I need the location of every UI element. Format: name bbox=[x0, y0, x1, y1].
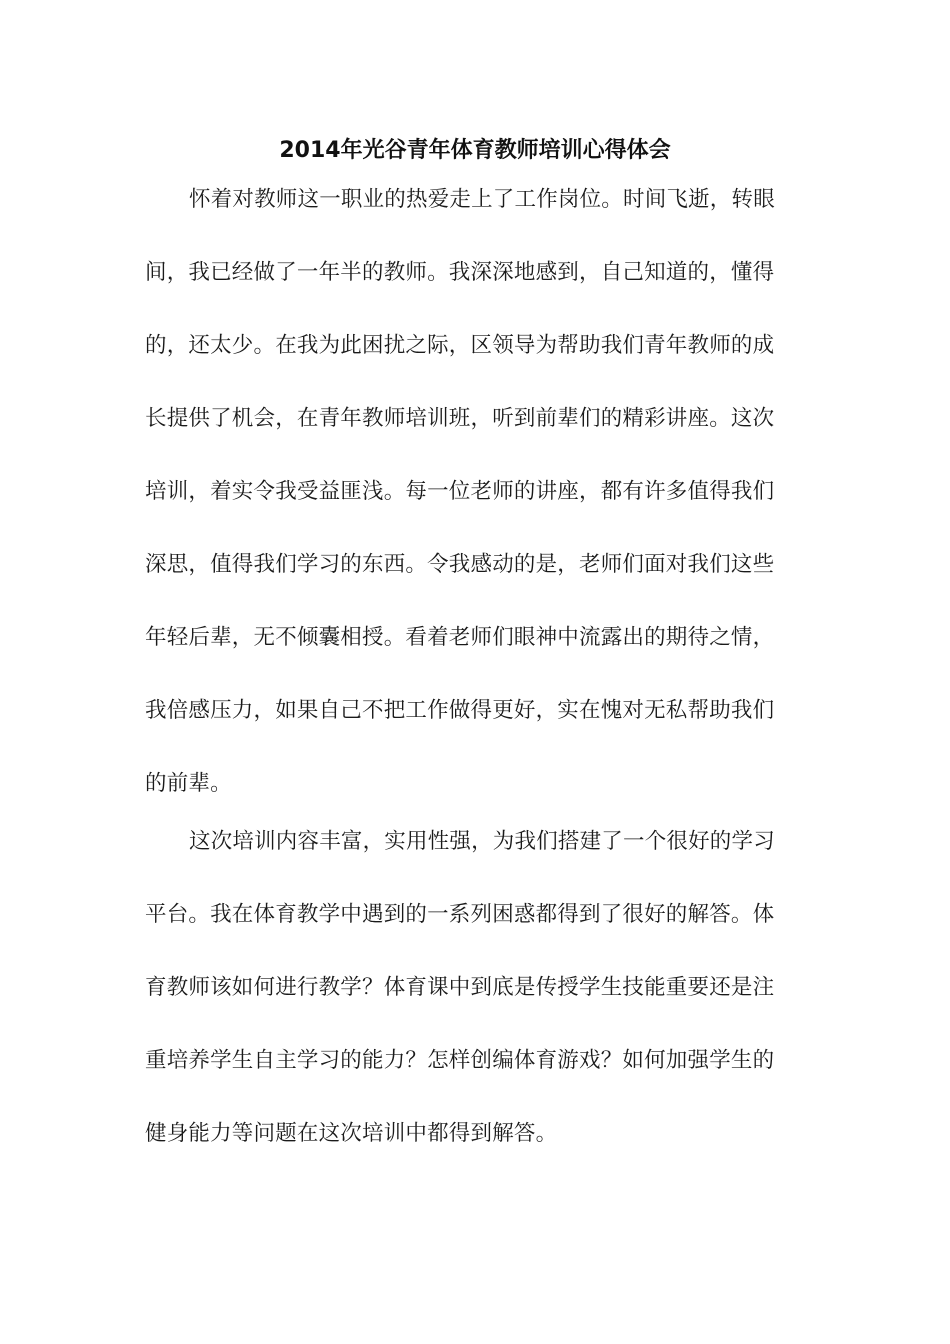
paragraph-line: 平台。我在体育教学中遇到的一系列困惑都得到了很好的解答。体 bbox=[145, 902, 775, 927]
paragraph-1 bbox=[145, 178, 805, 820]
paragraph-line: 长提供了机会，在青年教师培训班，听到前辈们的精彩讲座。这次 bbox=[145, 406, 775, 431]
paragraph-line: 健身能力等问题在这次培训中都得到解答。 bbox=[145, 1121, 558, 1146]
document-body bbox=[145, 178, 805, 1185]
paragraph-line: 怀着对教师这一职业的热爱走上了工作岗位。时间飞逝，转眼 bbox=[189, 187, 775, 212]
paragraph-line: 培训，着实令我受益匪浅。每一位老师的讲座，都有许多值得我们 bbox=[145, 479, 775, 504]
paragraph-line: 的前辈。 bbox=[145, 771, 232, 796]
paragraph-2 bbox=[145, 820, 805, 1185]
paragraph-line: 育教师该如何进行教学？体育课中到底是传授学生技能重要还是注 bbox=[145, 975, 775, 1000]
paragraph-line: 深思，值得我们学习的东西。令我感动的是，老师们面对我们这些 bbox=[145, 552, 775, 577]
paragraph-line: 的，还太少。在我为此困扰之际，区领导为帮助我们青年教师的成 bbox=[145, 333, 775, 358]
paragraph-line: 我倍感压力，如果自己不把工作做得更好，实在愧对无私帮助我们 bbox=[145, 698, 775, 723]
paragraph-line: 重培养学生自主学习的能力？怎样创编体育游戏？如何加强学生的 bbox=[145, 1048, 775, 1073]
paragraph-line: 间，我已经做了一年半的教师。我深深地感到，自己知道的，懂得 bbox=[145, 260, 775, 285]
document-title: 2014年光谷青年体育教师培训心得体会 bbox=[279, 138, 671, 163]
paragraph-line: 年轻后辈，无不倾囊相授。看着老师们眼神中流露出的期待之情， bbox=[145, 625, 775, 650]
paragraph-line: 这次培训内容丰富，实用性强，为我们搭建了一个很好的学习 bbox=[189, 829, 775, 854]
